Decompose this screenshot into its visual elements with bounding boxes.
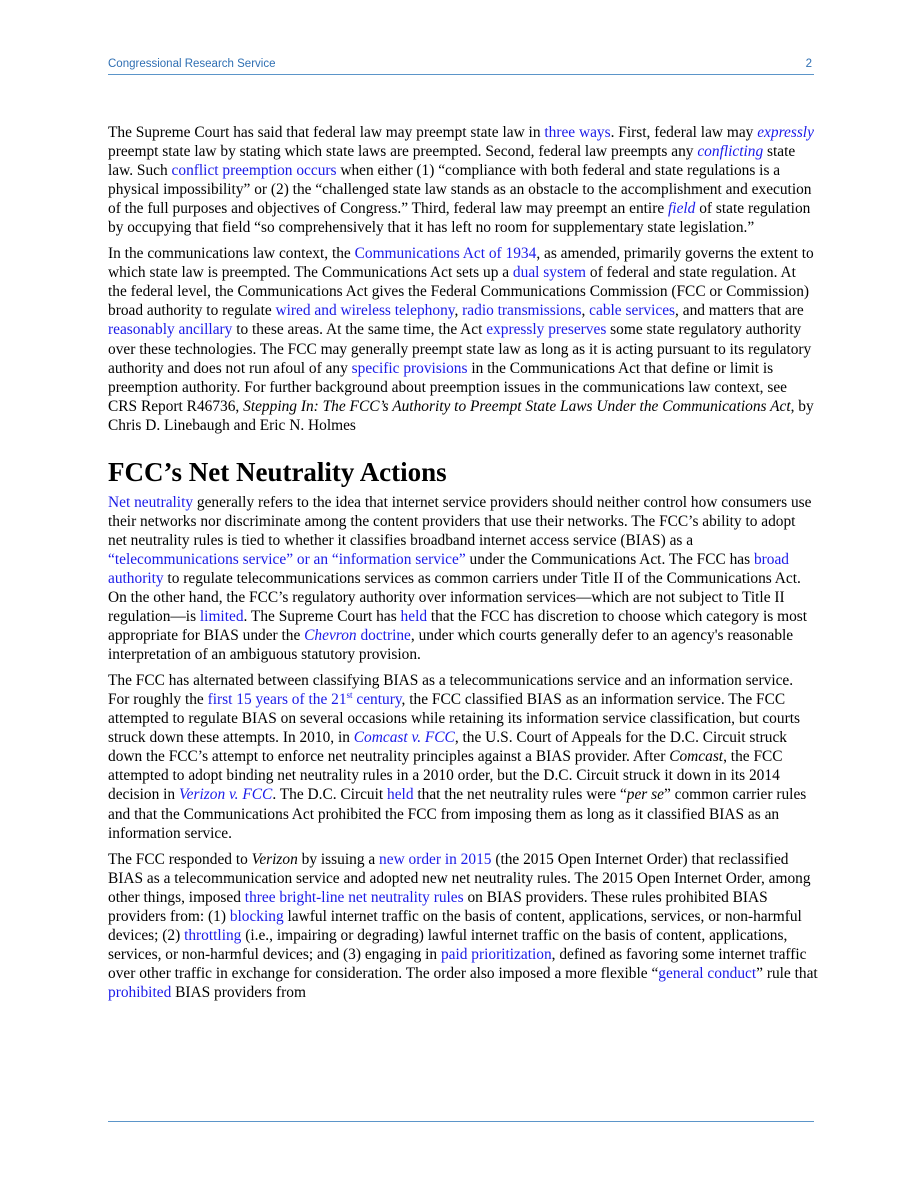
link-reasonably-ancillary[interactable]: reasonably ancillary: [108, 321, 233, 339]
link-telecom-or-information-service[interactable]: “telecommunications service” or an “information service”: [108, 550, 466, 568]
link-general-conduct[interactable]: general conduct: [658, 964, 757, 982]
header-org-name: Congressional Research Service: [108, 58, 276, 70]
link-wired-wireless-telephony[interactable]: wired and wireless telephony: [275, 302, 455, 320]
link-first-15-years[interactable]: first 15 years of the 21st century: [207, 690, 402, 709]
header-page-number: 2: [805, 58, 812, 70]
paragraph-net-neutrality: Net neutrality generally refers to the idea that internet service providers should neither control how consumers use their networks nor discriminate among the content providers that use their networks. The FCC’s ability to adopt net neutrality rules is tied to whether it classifies broadband internet access service (BIAS) as a “telecommunications service” or an “information service” under the Communications Act. The FCC has broad authority to regulate telecommunications services as common carriers under Title II of the Communications Act. On the other hand, the FCC’s regulatory authority over information services—which are not subject to Title II regulation—is limited. The Supreme Court has held that the FCC has discretion to choose which category is most appropriate for BIAS under the Chevron doctrine, under which courts generally defer to an agency's reasonable interpretation of an ambiguous statutory provision.: [108, 493, 812, 664]
link-limited[interactable]: limited: [199, 608, 244, 626]
paragraph-communications-act: In the communications law context, the Communications Act of 1934, as amended, primarily governs the extent to which state law is preempted. The Communications Act sets up a dual system of federal and state regulation. At the federal level, the Communications Act gives the Federal Communications Commission (FCC or Commission) broad authority to regulate wired and wireless telephony, radio transmissions, cable services, and matters that are reasonably ancillary to these areas. At the same time, the Act expressly preserves some state regulatory authority over these technologies. The FCC may generally preempt state law as long as it is acting pursuant to its regulatory authority and does not run afoul of any specific provisions in the Communications Act that define or limit is preemption authority. For further background about preemption issues in the communications law context, see CRS Report R46736, Stepping In: The FCC’s Authority to Preempt State Laws Under the Communications Act, by Chris D. Linebaugh and Eric N. Holmes: [108, 245, 814, 434]
paragraph-preemption-ways: The Supreme Court has said that federal law may preempt state law in three ways. First, federal law may expressly preempt state law by stating which state laws are preempted. Second, federal law preempts any conflicting state law. Such conflict preemption occurs when either (1) “compliance with both federal and state regulations is a physical impossibility” or (2) the “challenged state law stands as an obstacle to the accomplishment and execution of the full purposes and objectives of Congress.” Third, federal law may preempt an entire field of state regulation by occupying that field “so comprehensively that it has left no room for supplementary state legislation.”: [108, 124, 814, 237]
link-specific-provisions[interactable]: specific provisions: [351, 359, 468, 377]
link-three-bright-line-rules[interactable]: three bright-line net neutrality rules: [244, 888, 464, 906]
link-held[interactable]: held: [400, 608, 428, 626]
link-cable-services[interactable]: cable services: [589, 302, 676, 320]
section-heading: FCC’s Net Neutrality Actions: [108, 456, 447, 487]
link-dual-system[interactable]: dual system: [512, 264, 587, 282]
link-conflict-preemption[interactable]: conflict preemption occurs: [171, 162, 337, 180]
link-conflicting[interactable]: conflicting: [697, 143, 764, 161]
link-expressly[interactable]: expressly: [757, 124, 814, 141]
paragraph-classification-history: The FCC has alternated between classifying BIAS as a telecommunications service and an information service. For roughly the first 15 years of the 21st century, the FCC classified BIAS as an information service. The FCC attempted to regulate BIAS on several occasions while retaining its information service classification, but courts struck down these attempts. In 2010, in Comcast v. FCC, the U.S. Court of Appeals for the D.C. Circuit struck down the FCC’s attempt to enforce net neutrality principles against a BIAS provider. After Comcast, the FCC attempted to adopt binding net neutrality rules in a 2010 order, but the D.C. Circuit struck it down in its 2014 decision in Verizon v. FCC. The D.C. Circuit held that the net neutrality rules were “per se” common carrier rules and that the Communications Act prohibited the FCC from imposing them as long as it classified BIAS as an information service.: [108, 672, 807, 842]
document-body: [108, 123, 818, 1009]
link-chevron-doctrine[interactable]: Chevron doctrine: [304, 627, 411, 645]
footer-divider: [108, 1121, 814, 1122]
link-radio-transmissions[interactable]: radio transmissions: [462, 302, 582, 320]
link-broad-authority[interactable]: broad authority: [108, 550, 789, 587]
running-header: [108, 58, 814, 75]
link-blocking[interactable]: blocking: [229, 907, 284, 925]
link-throttling[interactable]: throttling: [184, 926, 242, 944]
link-three-ways[interactable]: three ways: [544, 124, 611, 141]
link-expressly-preserves[interactable]: expressly preserves: [486, 321, 607, 339]
paragraph-2015-order: The FCC responded to Verizon by issuing a new order in 2015 (the 2015 Open Internet Order) that reclassified BIAS as a telecommunication service and adopted new net neutrality rules. The 2015 Open Internet Order, among other things, imposed three bright-line net neutrality rules on BIAS providers. These rules prohibited BIAS providers from: (1) blocking lawful internet traffic on the basis of content, applications, services, or non-harmful devices; (2) throttling (i.e., impairing or degrading) lawful internet traffic on the basis of content, applications, services, or non-harmful devices; and (3) engaging in paid prioritization, defined as favoring some internet traffic over other traffic in exchange for consideration. The order also imposed a more flexible “general conduct” rule that prohibited BIAS providers from: [108, 850, 818, 1001]
link-prohibited[interactable]: prohibited: [108, 983, 172, 1001]
link-verizon-v-fcc[interactable]: Verizon v. FCC: [178, 786, 273, 804]
report-title: Stepping In: The FCC’s Authority to Preempt State Laws Under the Communications Act: [243, 397, 791, 415]
link-held-dc-circuit[interactable]: held: [387, 786, 414, 804]
link-net-neutrality[interactable]: Net neutrality: [108, 493, 194, 511]
link-paid-prioritization[interactable]: paid prioritization: [440, 945, 552, 963]
link-field[interactable]: field: [668, 200, 696, 218]
link-new-order-2015[interactable]: new order in 2015: [379, 850, 492, 868]
link-comcast-v-fcc[interactable]: Comcast v. FCC: [353, 729, 455, 747]
link-communications-act[interactable]: Communications Act of 1934: [354, 245, 537, 263]
